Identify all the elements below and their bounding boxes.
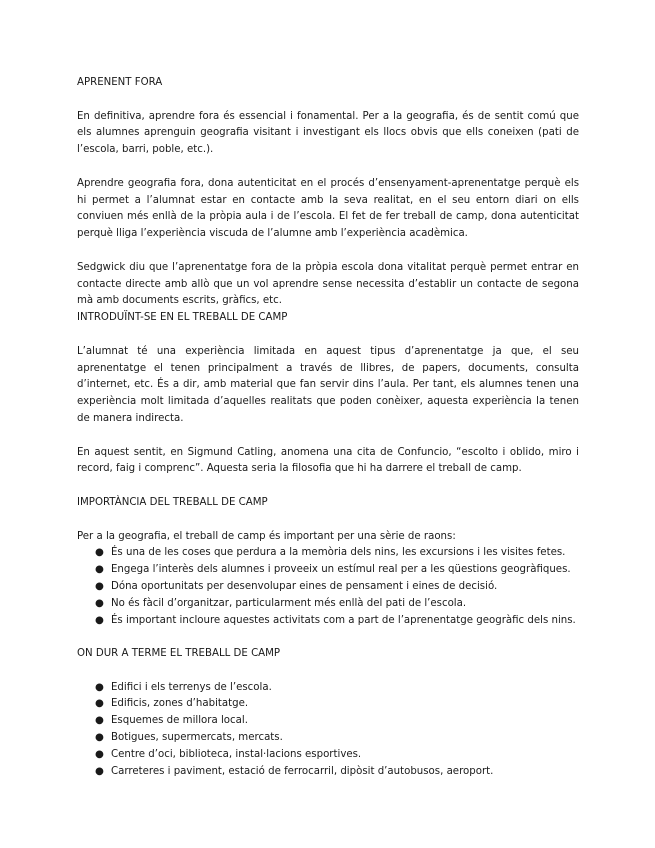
list-item: [77, 713, 579, 730]
paragraph: Sedgwick diu que l’aprenentatge fora de la pròpia escola dona vitalitat perquè permet entrar en contacte directe amb allò que un vol aprendre sense necessita d’establir un contacte de segona mà amb documents escrits, gràfics, etc.: [77, 261, 579, 307]
list-item-text: Edificis, zones d’habitatge.: [111, 698, 249, 710]
spacer: [77, 478, 579, 495]
bullet-icon: ●: [95, 732, 104, 744]
document-page: [77, 75, 579, 780]
spacer: [77, 629, 579, 646]
spacer: [77, 159, 579, 176]
list-item: [77, 596, 579, 613]
list-item: [77, 562, 579, 579]
bullet-icon: ●: [95, 614, 104, 626]
locations-list: [77, 680, 579, 781]
list-item-text: Engega l’interès dels alumnes i proveeix un estímul real per a les qüestions geogràfiques.: [111, 564, 571, 576]
spacer: [77, 512, 579, 529]
reasons-list: [77, 545, 579, 629]
section-title-on-dur-a-terme: ON DUR A TERME EL TREBALL DE CAMP: [77, 648, 281, 660]
paragraph: En aquest sentit, en Sigmund Catling, anomena una cita de Confuncio, “escolto i oblido, miro i record, faig i comprenc”. Aquesta seria la filosofia que hi ha darrere el treball de camp.: [77, 446, 579, 475]
list-item-text: Edifici i els terrenys de l’escola.: [111, 681, 272, 693]
list-item: [77, 764, 579, 781]
spacer: [77, 243, 579, 260]
list-item-text: No és fàcil d’organitzar, particularment més enllà del pati de l’escola.: [111, 597, 467, 609]
bullet-icon: ●: [95, 564, 104, 576]
list-item-text: Botigues, supermercats, mercats.: [111, 732, 283, 744]
list-item-text: És important incloure aquestes activitats com a part de l’aprenentatge geogràfic dels nins.: [111, 614, 576, 626]
list-item-text: Esquemes de millora local.: [111, 715, 248, 727]
bullet-icon: ●: [95, 715, 104, 727]
bullet-icon: ●: [95, 748, 104, 760]
list-item: [77, 747, 579, 764]
list-item: [77, 696, 579, 713]
list-item: [77, 545, 579, 562]
bullet-icon: ●: [95, 681, 104, 693]
spacer: [77, 663, 579, 680]
list-item-text: Carreteres i paviment, estació de ferrocarril, dipòsit d’autobusos, aeroport.: [111, 765, 494, 777]
paragraph: Aprendre geografia fora, dona autenticitat en el procés d’ensenyament-aprenentatge perquè els hi permet a l’alumnat estar en contacte amb la seva realitat, en el seu entorn diari on ells conviuen més enllà de la pròpia aula i de l’escola. El fet de fer treball de camp, dona autenticitat perquè lliga l’experiència viscuda de l’alumne amb l’experiència acadèmica.: [77, 177, 579, 240]
list-intro: Per a la geografia, el treball de camp és important per una sèrie de raons:: [77, 530, 456, 542]
list-item: [77, 680, 579, 697]
spacer: [77, 92, 579, 109]
section-title-importancia: IMPORTÀNCIA DEL TREBALL DE CAMP: [77, 496, 268, 508]
section-title-aprenent-fora: APRENENT FORA: [77, 77, 163, 88]
list-item-text: És una de les coses que perdura a la memòria dels nins, les excursions i les visites fetes.: [111, 547, 566, 559]
bullet-icon: ●: [95, 765, 104, 777]
list-item-text: Centre d’oci, biblioteca, instal·lacions esportives.: [111, 748, 362, 760]
list-item: [77, 730, 579, 747]
paragraph: L’alumnat té una experiència limitada en aquest tipus d’aprenentatge ja que, el seu aprenentatge el tenen principalment a través de llibres, de papers, documents, consulta d’internet, etc. És a dir, amb material que fan servir dins l’aula. Per tant, els alumnes tenen una experiència molt limitada d’aquelles realitats que poden conèixer, aquesta experiència la tenen de manera indirecta.: [77, 345, 579, 424]
bullet-icon: ●: [95, 580, 104, 592]
paragraph: En definitiva, aprendre fora és essencial i fonamental. Per a la geografia, és de sentit comú que els alumnes aprenguin geografia visitant i investigant els llocs obvis que ells coneixen (pati de l’escola, barri, poble, etc.).: [77, 110, 579, 156]
section-title-introduint: INTRODUÏNT-SE EN EL TREBALL DE CAMP: [77, 312, 288, 324]
bullet-icon: ●: [95, 698, 104, 710]
list-item-text: Dóna oportunitats per desenvolupar eines de pensament i eines de decisió.: [111, 580, 498, 592]
spacer: [77, 428, 579, 445]
bullet-icon: ●: [95, 597, 104, 609]
list-item: [77, 613, 579, 630]
bullet-icon: ●: [95, 547, 104, 559]
list-item: [77, 579, 579, 596]
spacer: [77, 327, 579, 344]
